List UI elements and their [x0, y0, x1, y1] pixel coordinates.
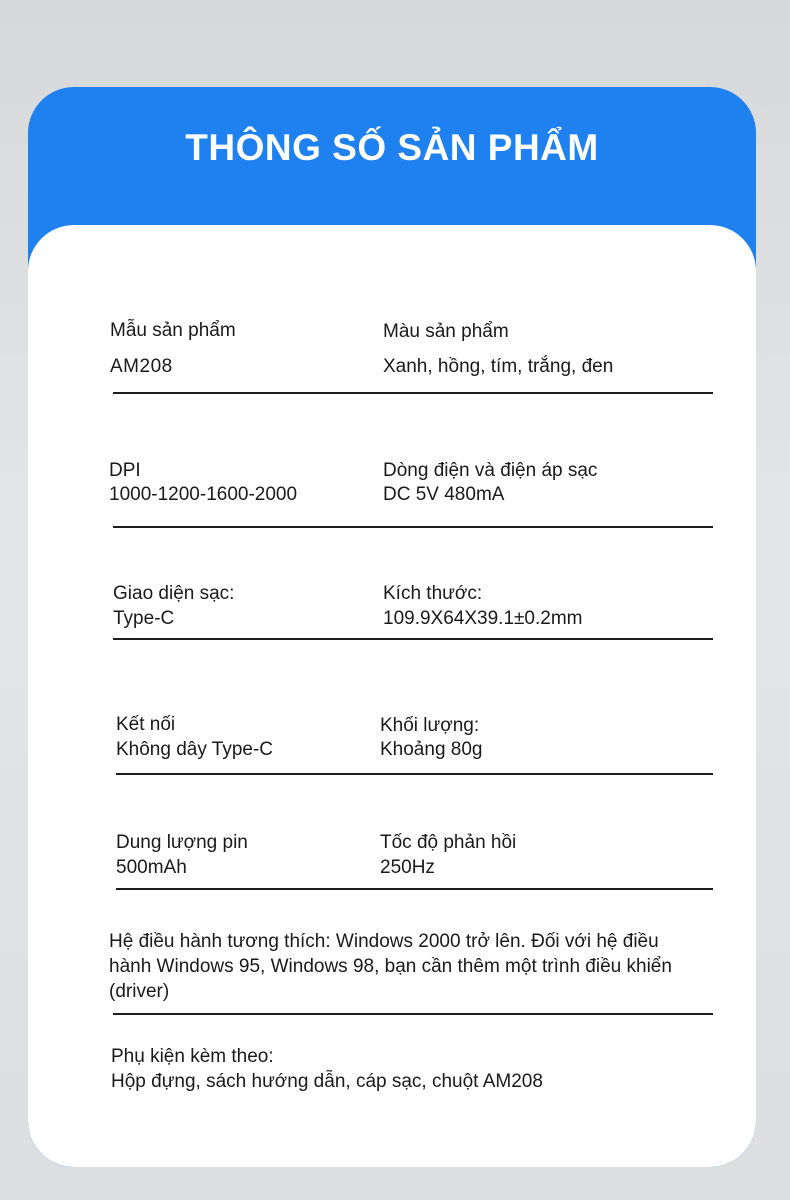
divider	[116, 773, 713, 775]
spec-label-connection: Kết nối	[116, 714, 176, 735]
compatibility-line-3: (driver)	[109, 981, 170, 1002]
spec-label-battery: Dung lượng pin	[116, 832, 248, 853]
spec-value-charging-power: DC 5V 480mA	[383, 484, 505, 505]
spec-label-polling-rate: Tốc độ phản hồi	[380, 832, 517, 853]
spec-value-battery: 500mAh	[116, 857, 187, 878]
spec-value-dpi: 1000-1200-1600-2000	[109, 484, 298, 505]
spec-label-color: Màu sản phẩm	[383, 321, 509, 342]
spec-label-dimensions: Kích thước:	[383, 583, 483, 604]
spec-label-charging-port: Giao diện sạc:	[113, 583, 235, 604]
spec-value-weight: Khoảng 80g	[380, 739, 483, 760]
spec-value-polling-rate: 250Hz	[380, 857, 435, 878]
spec-value-color: Xanh, hồng, tím, trắng, đen	[383, 356, 614, 377]
spec-value-dimensions: 109.9X64X39.1±0.2mm	[383, 608, 583, 629]
spec-label-dpi: DPI	[109, 460, 141, 481]
compatibility-line-1: Hệ điều hành tương thích: Windows 2000 trở lên. Đối với hệ điều	[109, 931, 659, 952]
spec-value-connection: Không dây Type-C	[116, 739, 274, 760]
divider	[113, 392, 713, 394]
accessories-value: Hộp đựng, sách hướng dẫn, cáp sạc, chuột AM208	[111, 1071, 543, 1092]
spec-value-model: AM208	[110, 356, 173, 377]
spec-label-charging-power: Dòng điện và điện áp sạc	[383, 460, 598, 481]
accessories-label: Phụ kiện kèm theo:	[111, 1046, 274, 1067]
spec-label-model: Mẫu sản phẩm	[110, 320, 236, 341]
divider	[113, 1013, 713, 1015]
divider	[113, 638, 713, 640]
spec-value-charging-port: Type-C	[113, 608, 175, 629]
divider	[116, 888, 713, 890]
divider	[113, 526, 713, 528]
page-title: THÔNG SỐ SẢN PHẨM	[185, 127, 599, 168]
spec-label-weight: Khối lượng:	[380, 715, 480, 736]
compatibility-line-2: hành Windows 95, Windows 98, bạn cần thêm một trình điều khiển	[109, 956, 672, 977]
